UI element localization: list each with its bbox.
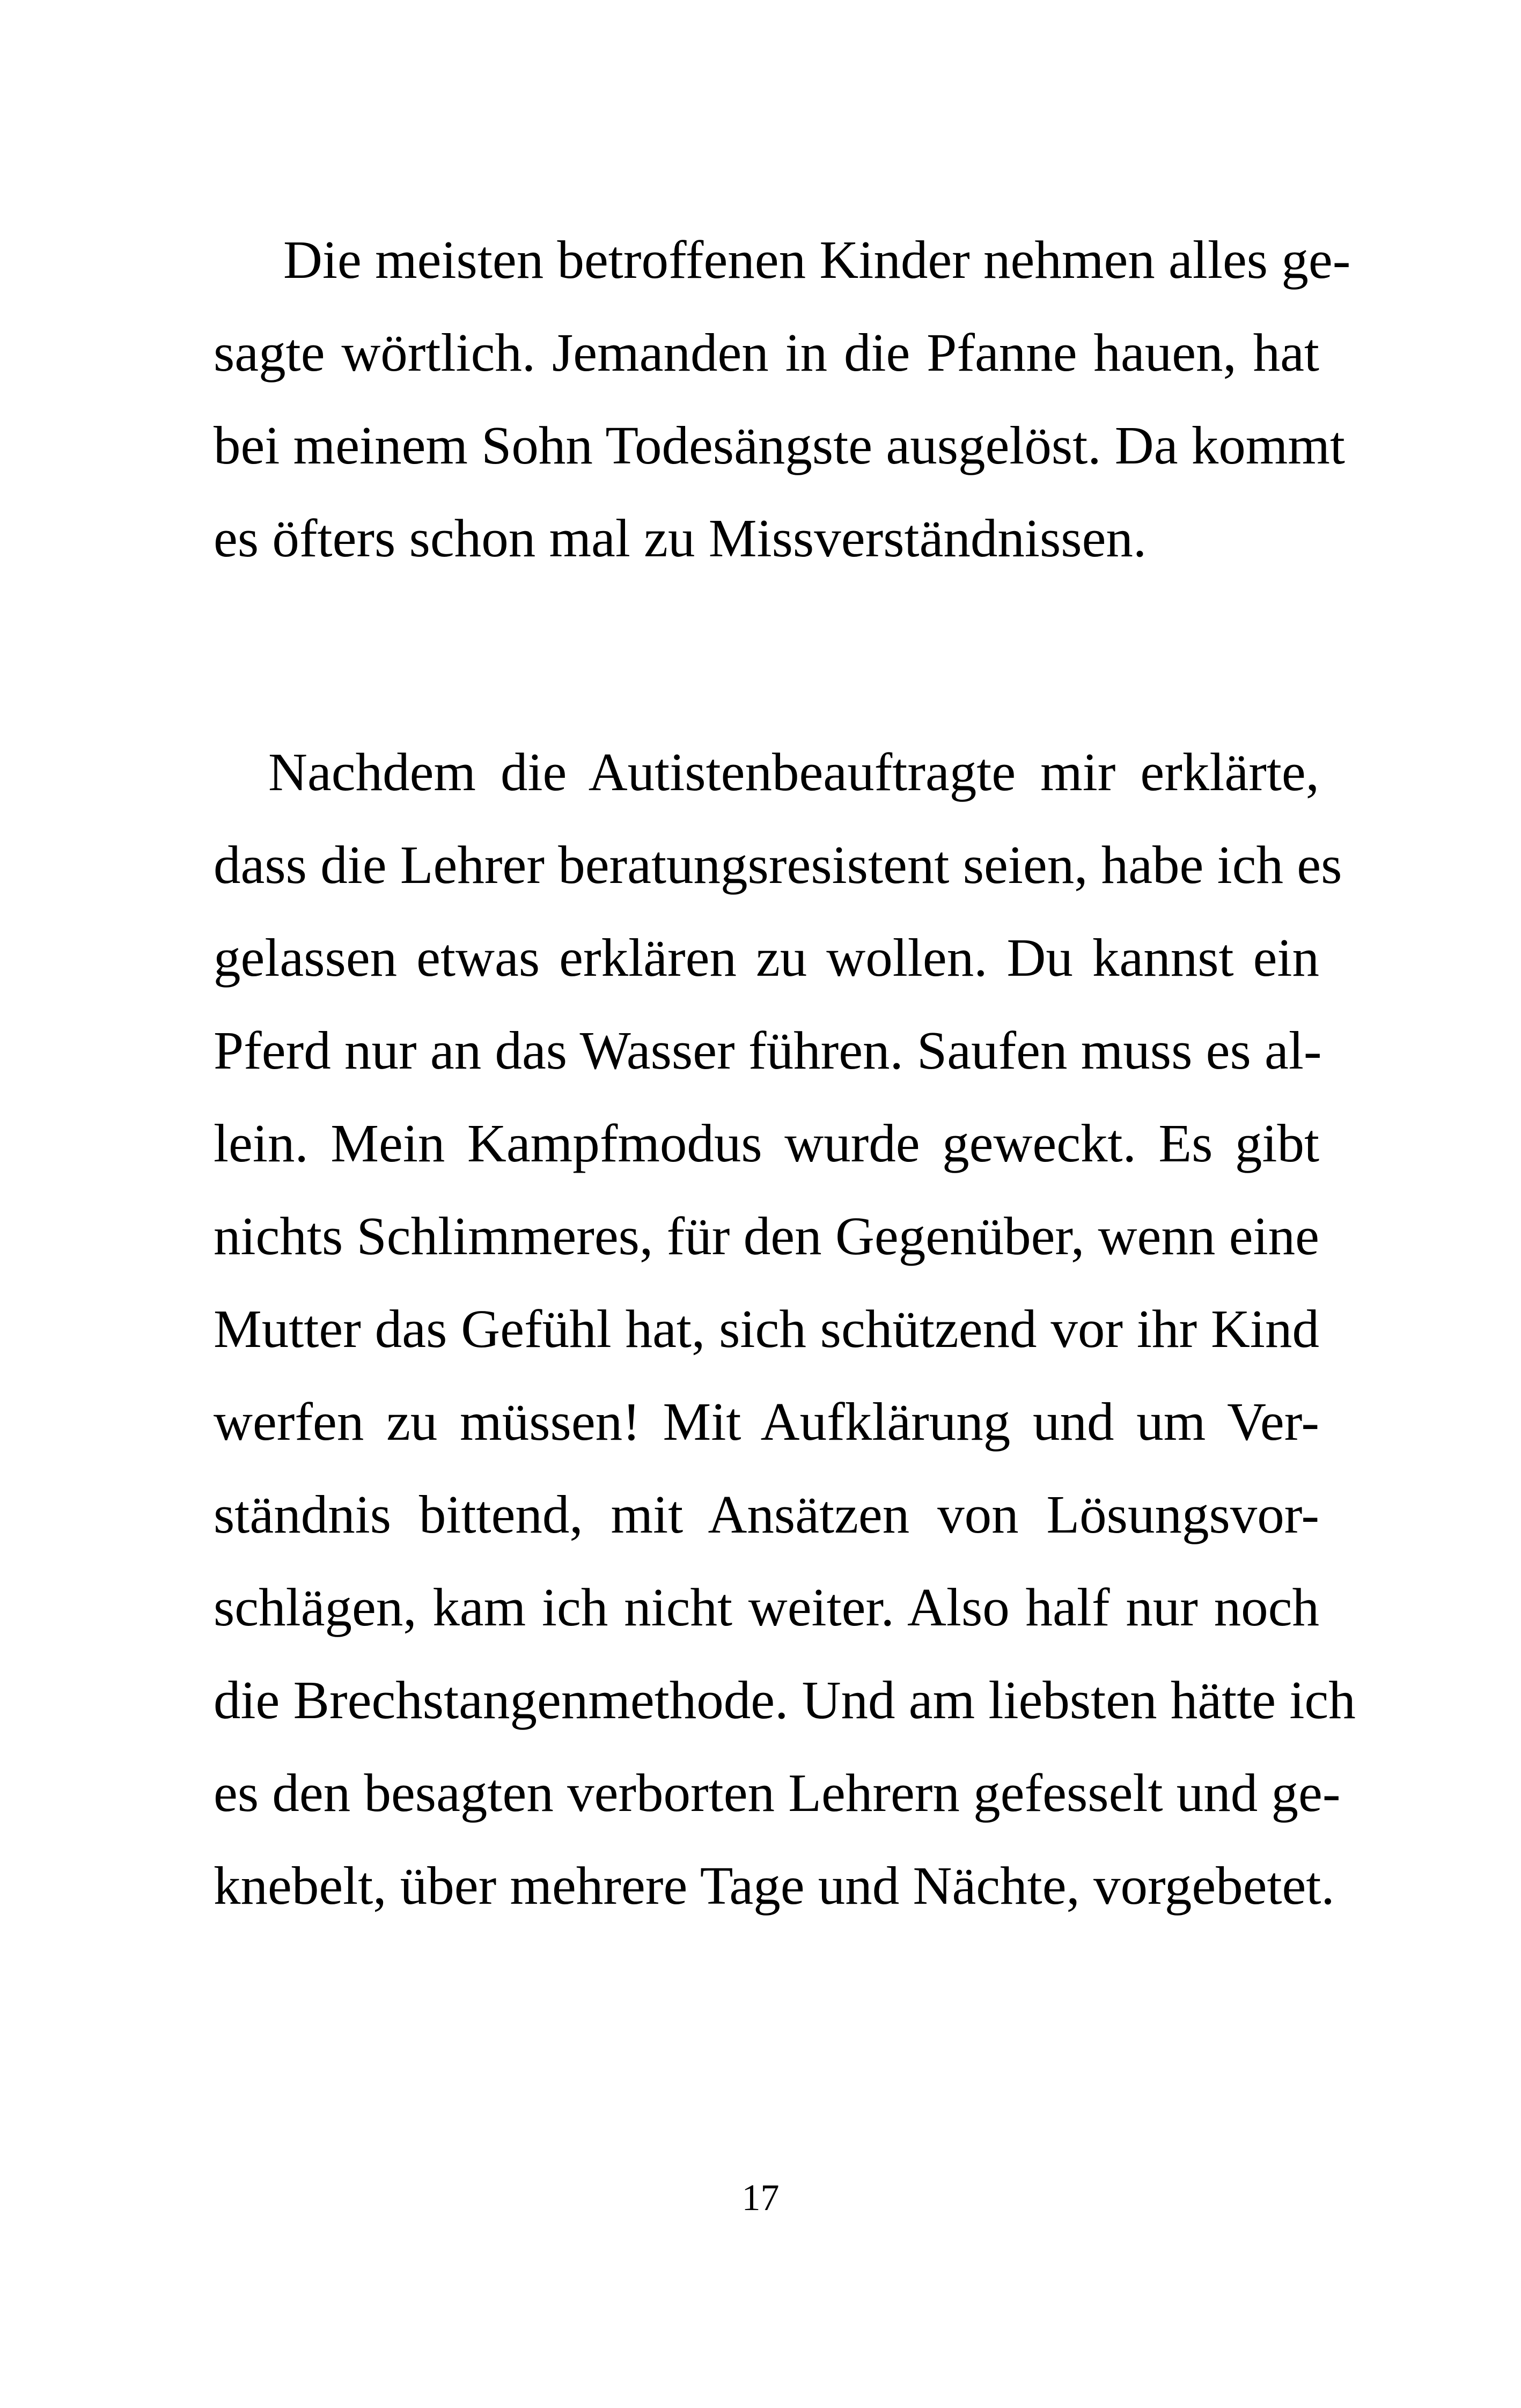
text-line: es öfters schon mal zu Missverständnissen. <box>214 508 1147 568</box>
text-line: es den besagten verborten Lehrern gefesselt und ge- <box>214 1763 1341 1823</box>
text-line: Nachdem die Autistenbeauftragte mir erklärte, <box>268 742 1319 802</box>
text-line: sagte wörtlich. Jemanden in die Pfanne hauen, hat <box>214 322 1319 382</box>
text-line: nichts Schlimmeres, für den Gegenüber, wenn eine <box>214 1206 1319 1266</box>
paragraph-1 <box>214 213 1351 585</box>
text-line: schlägen, kam ich nicht weiter. Also half nur noch <box>214 1577 1319 1637</box>
text-line: gelassen etwas erklären zu wollen. Du kannst ein <box>214 927 1319 988</box>
text-line: ständnis bittend, mit Ansätzen von Lösungsvor- <box>214 1484 1319 1544</box>
text-line: die Brechstangenmethode. Und am liebsten hätte ich <box>214 1670 1356 1730</box>
text-line: werfen zu müssen! Mit Aufklärung und um Ver- <box>214 1391 1319 1452</box>
text-line: Mutter das Gefühl hat, sich schützend vor ihr Kind <box>214 1299 1319 1359</box>
text-line: Pferd nur an das Wasser führen. Saufen muss es al- <box>214 1020 1322 1080</box>
paragraph-2 <box>214 726 1356 1932</box>
text-line: knebelt, über mehrere Tage und Nächte, vorgebetet. <box>214 1855 1335 1916</box>
text-line: Die meisten betroffenen Kinder nehmen alles ge- <box>283 230 1351 290</box>
text-line: dass die Lehrer beratungsresistent seien, habe ich es <box>214 835 1342 895</box>
page-number: 17 <box>741 2177 780 2219</box>
text-line: lein. Mein Kampfmodus wurde geweckt. Es gibt <box>214 1113 1319 1173</box>
text-line: bei meinem Sohn Todesängste ausgelöst. Da kommt <box>214 415 1345 475</box>
